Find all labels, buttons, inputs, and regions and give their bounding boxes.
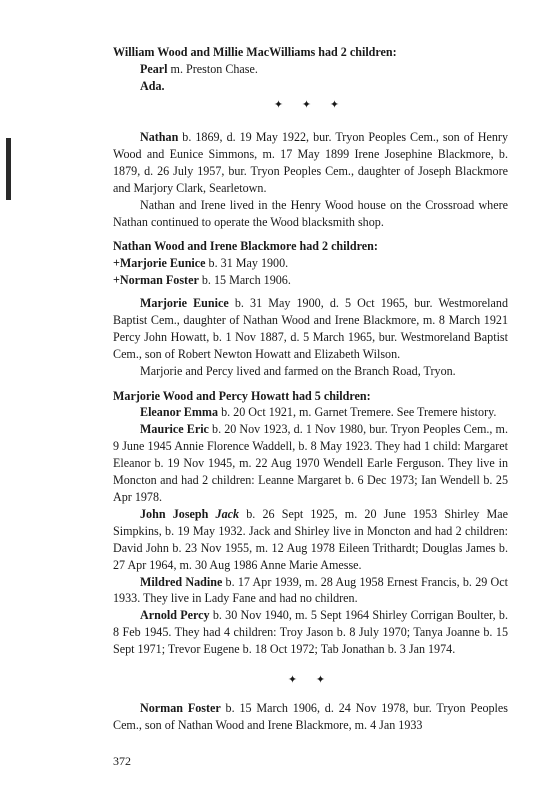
biography-paragraph: Marjorie and Percy lived and farmed on the Branch Road, Tryon.	[140, 363, 456, 378]
family-heading: Marjorie Wood and Percy Howatt had 5 children:	[113, 388, 371, 403]
marjorie-eunice-entry	[113, 295, 508, 658]
william-wood-family	[113, 44, 508, 95]
family-heading: William Wood and Millie MacWilliams had 2 children:	[113, 45, 397, 59]
child-entry: Pearl m. Preston Chase.	[140, 61, 258, 76]
section-ornament: ✦ ✦ ✦	[273, 99, 348, 111]
family-heading: Nathan Wood and Irene Blackmore had 2 children:	[113, 239, 378, 254]
biography-paragraph: Nathan b. 1869, d. 19 May 1922, bur. Tryon Peoples Cem., son of Henry Wood and Eunice Simmons, m. 17 May 1899 Irene Josephine Blackmore, b. 1879, d. 26 July 1957, bur. Tryon Peoples Cem., daughter of Joseph Blackmore and Marjory Clark, Searletown.	[113, 130, 508, 195]
child-entry: +Norman Foster b. 15 March 1906.	[113, 273, 291, 288]
biography-paragraph: Marjorie Eunice b. 31 May 1900, d. 5 Oct 1965, bur. Westmoreland Baptist Cem., daughter of Nathan Wood and Irene Blackmore, m. 8 March 1921 Percy John Howatt, b. 1 Nov 1887, d. 5 March 1965, bur. Westmoreland Baptist Cem., son of Robert Newton Howatt and Elizabeth Wilson.	[113, 296, 508, 361]
section-ornament: ✦ ✦	[287, 674, 334, 686]
child-entry: John Joseph Jack b. 26 Sept 1925, m. 20 June 1953 Shirley Mae Simpkins, b. 19 May 1932. Jack and Shirley live in Moncton and had 2 children: David John b. 23 Nov 1955, m. 12 Aug 1978 Eileen Trithardt; Douglas James b. 27 Apr 1964, m. 30 Aug 1986 Anne Marie Amesse.	[113, 506, 508, 572]
norman-foster-entry	[113, 700, 508, 734]
child-entry: Mildred Nadine b. 17 Apr 1939, m. 28 Aug 1958 Ernest Francis, b. 29 Oct 1933. They live in Lady Fane and had no children.	[113, 574, 508, 606]
child-entry: +Marjorie Eunice b. 31 May 1900.	[113, 256, 289, 271]
biography-paragraph: Nathan and Irene lived in the Henry Wood house on the Crossroad where Nathan continued to operate the Wood blacksmith shop.	[113, 197, 508, 229]
child-entry: Arnold Percy b. 30 Nov 1940, m. 5 Sept 1964 Shirley Corrigan Boulter, b. 8 Feb 1945. They had 4 children: Troy Jason b. 8 July 1970; Tanya Joanne b. 15 Sept 1971; Trevor Eugene b. 18 Oct 1972; Tab Jonathan b. 3 Jan 1974.	[113, 608, 508, 657]
child-entry: Maurice Eric b. 20 Nov 1923, d. 1 Nov 1980, bur. Tryon Peoples Cem., m. 9 June 1945 Annie Florence Waddell, b. 8 May 1923. They had 1 child: Margaret Eleanor b. 19 Nov 1945, m. 22 Aug 1970 Wendell Earle Ferguson. They live in Moncton and had 2 children: Leanne Margaret b. 6 Dec 1973; Ian Wendell b. 25 Apr 1978.	[113, 422, 508, 504]
biography-paragraph: Norman Foster b. 15 March 1906, d. 24 Nov 1978, bur. Tryon Peoples Cem., son of Nathan Wood and Irene Blackmore, m. 4 Jan 1933	[113, 701, 508, 732]
scan-edge-mark	[6, 138, 11, 200]
child-entry: Ada.	[140, 78, 165, 93]
nathan-wood-entry	[113, 129, 508, 289]
child-entry: Eleanor Emma b. 20 Oct 1921, m. Garnet Tremere. See Tremere history.	[140, 405, 497, 420]
page-number: 372	[113, 754, 131, 768]
